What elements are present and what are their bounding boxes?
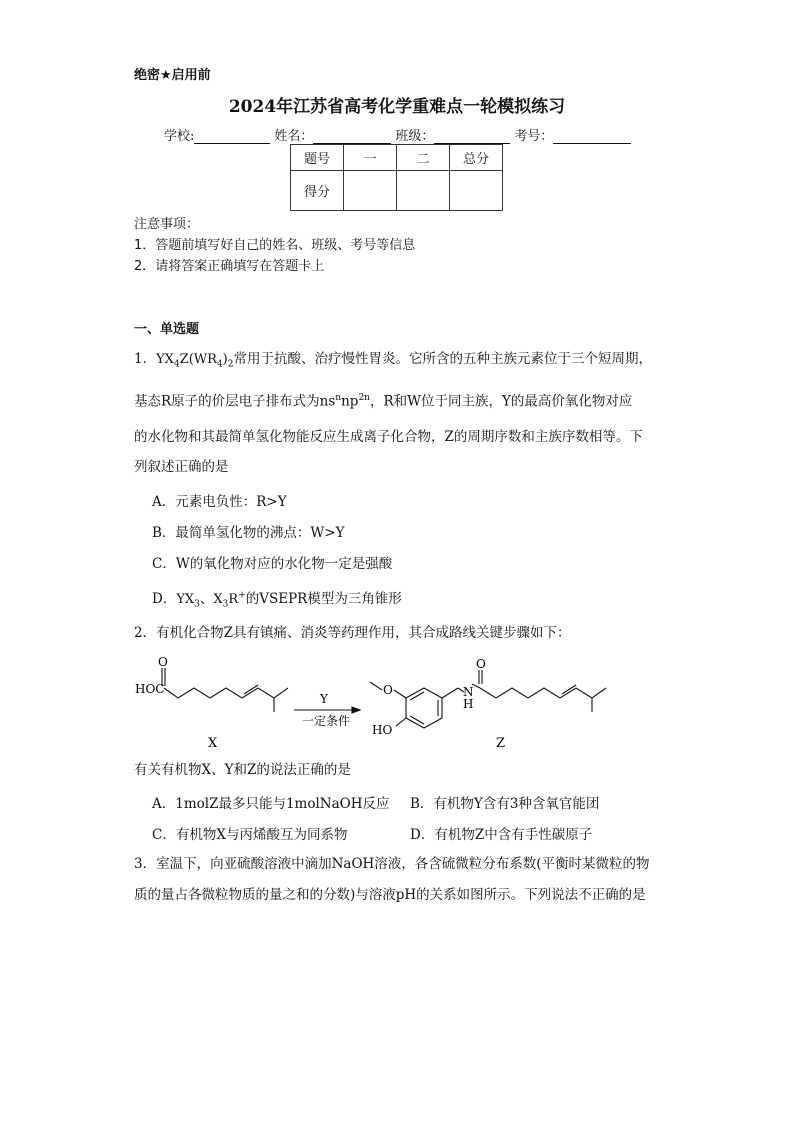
q3-line1: 3．室温下，向亚硫酸溶液中滴加NaOH溶液，各含硫微粒分布系数(平衡时某微粒的物: [134, 856, 650, 872]
q2-option-c[interactable]: C．有机物X与丙烯酸互为同系物: [152, 827, 348, 843]
x-hoc-label: HOC: [135, 682, 165, 696]
z-benzene-ring: [406, 688, 442, 728]
q1-option-c[interactable]: C．W的氧化物对应的水化物一定是强酸: [152, 556, 393, 572]
score-header-cell: 一: [344, 145, 397, 171]
q1-option-d[interactable]: D．$YX_3$、$X_3R^+$的VSEPR模型为三角锥形: [152, 590, 402, 610]
x-oxygen-label: O: [158, 655, 168, 669]
name-label: 姓名：: [274, 129, 314, 144]
z-n-label: N: [463, 685, 474, 699]
class-label: 班级：: [395, 129, 435, 144]
x-carbon-chain: [164, 688, 288, 698]
score-cell[interactable]: [344, 171, 397, 211]
score-header-cell: 题号: [291, 145, 344, 171]
exam-no-label: 考号：: [514, 129, 554, 144]
q1-number: 1．: [134, 351, 157, 367]
reaction-scheme: [130, 648, 640, 754]
section-title: 一、单选题: [134, 322, 200, 337]
notes-item: 1．答题前填写好自己的姓名、班级、考号等信息: [134, 238, 416, 253]
secret-mark: 绝密★启用前: [134, 68, 211, 83]
student-info-line: [164, 125, 631, 144]
z-carbonyl-oxygen: O: [476, 657, 486, 671]
q2-stem: 2．有机化合物Z具有镇痛、消炎等药理作用，其合成路线关键步骤如下：: [134, 625, 571, 641]
z-compound-label: Z: [496, 736, 506, 751]
q1-option-b[interactable]: B．最简单氢化物的沸点：W>Y: [152, 525, 345, 541]
name-blank[interactable]: [313, 129, 391, 144]
z-ho-label: HO: [372, 723, 393, 737]
exam-no-blank[interactable]: [553, 129, 631, 144]
score-table: [290, 144, 503, 211]
z-ch2-bond: [442, 688, 458, 698]
q1-text: 常用于抗酸、治疗慢性胃炎。它所含的五种主族元素位于三个短周期，: [233, 351, 652, 367]
z-methoxy-bond: [394, 690, 406, 698]
q3-line2: 质的量占各微粒物质的量之和的分数)与溶液pH的关系如图所示。下列说法不正确的是: [134, 887, 646, 903]
z-h-label: H: [463, 697, 474, 711]
score-header-cell: 二: [397, 145, 450, 171]
class-blank[interactable]: [434, 129, 510, 144]
arrow-reagent: Y: [320, 692, 328, 706]
z-carbon-chain: [480, 688, 606, 698]
z-methyl-bond: [370, 682, 382, 690]
q1-line4: 列叙述正确的是: [134, 459, 229, 475]
school-label: 学校:: [164, 129, 195, 144]
q2-option-d[interactable]: D．有机物Z中含有手性碳原子: [410, 827, 593, 843]
q1-line1: [134, 350, 674, 374]
page-title: 2024年江苏省高考化学重难点一轮模拟练习: [228, 97, 566, 117]
score-header-cell: 总分: [450, 145, 503, 171]
score-cell[interactable]: [450, 171, 503, 211]
q1-option-a[interactable]: A．元素电负性：R>Y: [152, 494, 287, 510]
q1-formula: $YX_4Z(WR_4)_2$: [156, 352, 234, 370]
arrow-condition: 一定条件: [301, 714, 351, 728]
q1-line2: 基态R原子的价层电子排布式为$ns^nnp^{2n}$，R和W位于同主族，Y的最高价氧化物对应: [134, 393, 633, 410]
arrow-head-icon: [352, 707, 360, 713]
q1-line3: 的水化物和其最简单氢化物能反应生成离子化合物，Z的周期序数和主族序数相等。下: [134, 429, 643, 445]
x-compound-label: X: [208, 736, 218, 751]
q2-option-b[interactable]: B．有机物Y含有3种含氧官能团: [410, 796, 600, 812]
notes-block: [134, 214, 415, 277]
score-row-label: 得分: [291, 171, 344, 211]
notes-heading: 注意事项：: [134, 217, 200, 232]
z-methoxy-oxygen: O: [383, 683, 393, 697]
school-blank[interactable]: [194, 129, 270, 144]
q2-question: 有关有机物X、Y和Z的说法正确的是: [134, 762, 351, 778]
score-cell[interactable]: [397, 171, 450, 211]
q2-option-a[interactable]: A．1molZ最多只能与1molNaOH反应: [152, 796, 390, 812]
notes-item: 2．请将答案正确填写在答题卡上: [134, 259, 325, 274]
z-hydroxy-bond: [396, 718, 406, 726]
